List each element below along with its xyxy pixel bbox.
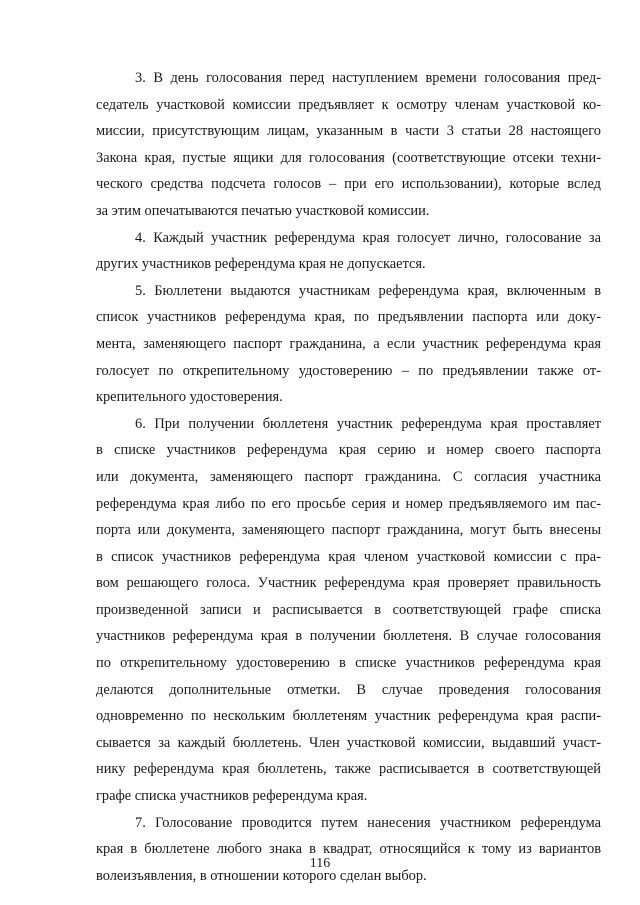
text-line: края в бюллетене любого знака в квадрат, относящийся к тому из вариантов	[96, 841, 601, 858]
text-line: участников референдума края в получении бюллетеня. В случае голосования	[96, 628, 601, 645]
text-line: список участников референдума края, по предъявлении паспорта или доку-	[96, 309, 601, 326]
text-line: референдума края либо по его просьбе серия и номер предъявляемого им пас-	[96, 495, 601, 512]
text-line: нику референдума края бюллетень, также расписывается в соответствующей	[96, 761, 601, 778]
page-number: 116	[309, 856, 331, 871]
text-line: порта или документа, заменяющего паспорт гражданина, могут быть внесены	[96, 522, 601, 539]
text-line: миссии, присутствующим лицам, указанным в части 3 статьи 28 настоящего	[96, 123, 601, 140]
text-line: произведенной записи и расписывается в соответствующей графе списка	[96, 601, 601, 618]
text-line: сывается за каждый бюллетень. Член участковой комиссии, выдавший участ-	[96, 734, 601, 751]
text-line: графе списка участников референдума края.	[96, 788, 368, 805]
text-line: в список участников референдума края членом участковой комиссии с пра-	[96, 548, 601, 565]
text-line: 3. В день голосования перед наступлением времени голосования пред-	[135, 70, 601, 86]
text-line: делаются дополнительные отметки. В случае проведения голосования	[96, 681, 601, 698]
text-line: седатель участковой комиссии предъявляет к осмотру членам участковой ко-	[96, 96, 601, 113]
text-line: 6. При получении бюллетеня участник референдума края проставляет	[135, 415, 601, 432]
text-line: по открепительному удостоверению в списке участников референдума края	[96, 655, 601, 672]
text-line: 7. Голосование проводится путем нанесения участником референдума	[135, 814, 601, 831]
text-line: голосует по открепительному удостоверению – по предъявлении также от-	[96, 362, 601, 379]
text-line: волеизъявления, в отношении которого сделан выбор.	[96, 867, 427, 884]
document-body	[96, 65, 601, 889]
text-line: 5. Бюллетени выдаются участникам референдума края, включенным в	[135, 282, 601, 299]
text-line: или документа, заменяющего паспорт гражданина. С согласия участника	[96, 468, 601, 485]
text-line: в списке участников референдума края серию и номер своего паспорта	[96, 442, 601, 459]
text-line: ческого средства подсчета голосов – при его использовании), которые вслед	[96, 176, 601, 193]
text-line: вом решающего голоса. Участник референдума края проверяет правильность	[96, 575, 601, 592]
text-line: одновременно по нескольким бюллетеням участник референдума края распи-	[96, 708, 601, 725]
text-line: за этим опечатываются печатью участковой комиссии.	[96, 202, 430, 219]
text-line: мента, заменяющего паспорт гражданина, а если участник референдума края	[96, 335, 601, 352]
text-line: Закона края, пустые ящики для голосования (соответствующие отсеки техни-	[96, 149, 601, 166]
text-line: крепительного удостоверения.	[96, 389, 283, 406]
text-line: 4. Каждый участник референдума края голосует лично, голосование за	[135, 229, 601, 246]
text-line: других участников референдума края не допускается.	[96, 256, 426, 273]
